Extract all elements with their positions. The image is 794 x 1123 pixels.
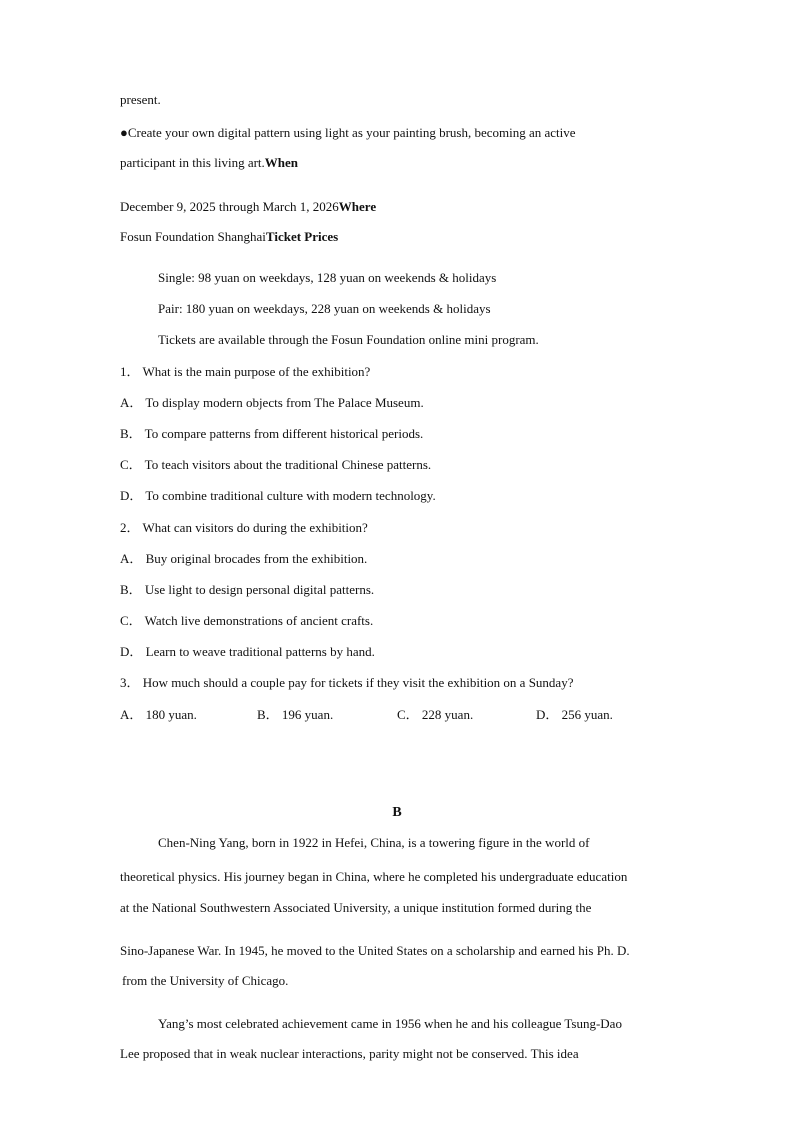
- question-2-stem: 2． What can visitors do during the exhibition?: [120, 520, 368, 535]
- question-1-option-b: B． To compare patterns from different historical periods.: [120, 426, 424, 441]
- bullet-line: ●Create your own digital pattern using light as your painting brush, becoming an active: [120, 125, 576, 140]
- ticket-prices-label: Ticket Prices: [265, 229, 339, 244]
- question-3-option-a: A． 180 yuan.: [120, 707, 197, 722]
- question-1-option-a: A． To display modern objects from The Palace Museum.: [120, 395, 424, 410]
- participant-line: [120, 155, 298, 171]
- text-present: present.: [120, 92, 161, 107]
- section-b-heading: B: [392, 805, 402, 820]
- question-3-option-b: B． 196 yuan.: [257, 707, 334, 722]
- ticket-single: Single: 98 yuan on weekdays, 128 yuan on weekends & holidays: [158, 270, 497, 285]
- where-line: [120, 229, 338, 245]
- question-2-option-b: B． Use light to design personal digital patterns.: [120, 582, 375, 597]
- question-2-option-d: D． Learn to weave traditional patterns by hand.: [120, 644, 375, 659]
- paragraph-1-line-4: Sino-Japanese War. In 1945, he moved to the United States on a scholarship and earned his Ph. D.: [120, 943, 630, 958]
- paragraph-1-line-3: at the National Southwestern Associated University, a unique institution formed during the: [120, 900, 592, 915]
- when-value: December 9, 2025 through March 1, 2026: [120, 199, 339, 214]
- question-2-option-c: C． Watch live demonstrations of ancient crafts.: [120, 613, 374, 628]
- paragraph-1-line-1: Chen-Ning Yang, born in 1922 in Hefei, China, is a towering figure in the world of: [158, 835, 590, 850]
- when-label: When: [264, 155, 299, 170]
- question-1-option-c: C． To teach visitors about the traditional Chinese patterns.: [120, 457, 432, 472]
- question-1-option-d: D． To combine traditional culture with modern technology.: [120, 488, 436, 503]
- question-3-option-d: D． 256 yuan.: [536, 707, 613, 722]
- paragraph-2-line-1: Yang’s most celebrated achievement came in 1956 when he and his colleague Tsung-Dao: [158, 1016, 622, 1031]
- ticket-pair: Pair: 180 yuan on weekdays, 228 yuan on weekends & holidays: [158, 301, 491, 316]
- paragraph-2-line-2: Lee proposed that in weak nuclear interactions, parity might not be conserved. This idea: [120, 1046, 579, 1061]
- question-3-stem: 3． How much should a couple pay for tickets if they visit the exhibition on a Sunday?: [120, 675, 574, 690]
- paragraph-1-line-2: theoretical physics. His journey began in China, where he completed his undergraduate education: [120, 869, 628, 884]
- paragraph-1-line-5: from the University of Chicago.: [122, 973, 289, 988]
- question-1-stem: 1． What is the main purpose of the exhibition?: [120, 364, 371, 379]
- question-2-option-a: A． Buy original brocades from the exhibition.: [120, 551, 368, 566]
- participant-text: participant in this living art.: [120, 155, 265, 170]
- where-label: Where: [338, 199, 377, 214]
- when-line: [120, 199, 376, 215]
- question-3-option-c: C． 228 yuan.: [397, 707, 474, 722]
- ticket-note: Tickets are available through the Fosun Foundation online mini program.: [158, 332, 539, 347]
- where-value: Fosun Foundation Shanghai: [120, 229, 266, 244]
